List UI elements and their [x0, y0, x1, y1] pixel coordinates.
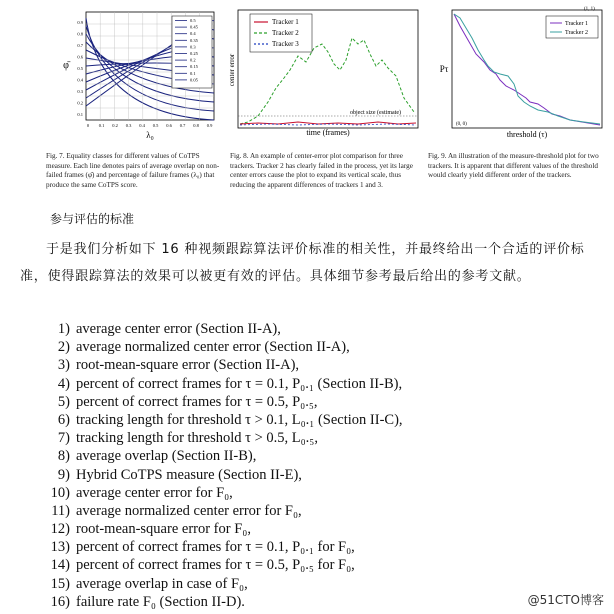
fig7-ytick: 0.1 [77, 112, 83, 117]
list-item-text: tracking length for threshold τ > 0.1, L₀.₁ (Section II-C), [76, 411, 403, 428]
fig7-xtick: 0.7 [179, 123, 186, 128]
list-item-text: root-mean-square error (Section II-A), [76, 357, 300, 374]
fig7-xtick: 0.3 [125, 123, 132, 128]
fig9-tick-bottom: (0, 0) [456, 122, 467, 127]
fig7-ytick: 0.3 [77, 89, 83, 94]
list-item-text: percent of correct frames for τ = 0.5, P₀.₅, [76, 393, 318, 410]
fig7-ytick: 0.9 [77, 20, 83, 25]
fig7-xtick: 0.8 [193, 123, 199, 128]
fig8-legend-1: Tracker 1 [272, 18, 299, 26]
list-item [20, 538, 403, 556]
fig7-ytick: 0.5 [77, 66, 83, 71]
fig7-xtick: 0.6 [166, 123, 172, 128]
list-item [20, 375, 403, 393]
list-item-number: 9) [57, 466, 70, 483]
list-item-number: 11) [51, 502, 70, 519]
list-item-text: percent of correct frames for τ = 0.1, P₀.₁ (Section II-B), [76, 375, 403, 392]
fig8-legend-2: Tracker 2 [272, 29, 299, 37]
list-item-text: average overlap (Section II-B), [76, 448, 257, 465]
list-item-text: average overlap in case of F₀, [76, 575, 248, 592]
list-item-number: 13) [50, 539, 70, 556]
section-heading: 参与评估的标准 [50, 212, 135, 226]
list-item [20, 466, 403, 484]
fig7-xtick: 0.2 [112, 123, 118, 128]
fig9-legend-1: Tracker 1 [565, 21, 588, 27]
figure-8-center-error-plot [228, 4, 424, 144]
list-item-text: percent of correct frames for τ = 0.5, P₀.₅ for F₀, [76, 557, 355, 574]
list-item-text: average normalized center error for F₀, [76, 502, 302, 519]
fig8-ylabel: center error [228, 53, 236, 87]
list-item-number: 14) [50, 557, 70, 574]
list-item-number: 5) [57, 393, 70, 410]
list-item [20, 429, 403, 447]
fig7-legend-label: 0.35 [190, 37, 198, 43]
fig7-ytick: 0.6 [77, 54, 83, 60]
fig9-tick-top: (1, 1) [584, 7, 595, 12]
list-item [20, 411, 403, 429]
list-item [20, 556, 403, 574]
list-item-text: root-mean-square error for F₀, [76, 521, 251, 538]
fig9-ylabel: Pτ [439, 64, 449, 74]
list-item [20, 393, 403, 411]
list-item-number: 7) [57, 430, 70, 447]
figure-7-caption: Fig. 7. Equality classes for different values of CoTPS measure. Each line denotes pairs of average overlap on non-failed frames (φ̄) and percentage of failure frames (λ₀) that produce the same CoTPS score. [46, 152, 220, 189]
list-item-number: 4) [57, 375, 70, 392]
list-item-text: failure rate F₀ (Section II-D). [76, 593, 245, 610]
figure-9-caption: Fig. 9. An illustration of the measure-threshold plot for two trackers. It is apparent that different values of the threshold would clearly yield different order of the trackers. [428, 152, 599, 180]
figure-9-threshold-plot [434, 4, 610, 144]
watermark: @51CTO博客 [527, 593, 604, 607]
list-item [20, 356, 403, 374]
list-item-number: 3) [57, 357, 70, 374]
list-item-text: average center error for F₀, [76, 484, 233, 501]
fig7-xtick: 0.4 [139, 123, 145, 128]
list-item [20, 320, 403, 338]
fig7-legend-label: 0.4 [190, 31, 196, 37]
list-item-number: 8) [57, 448, 70, 465]
fig7-xtick: 0.5 [152, 123, 159, 128]
fig8-legend-3: Tracker 3 [272, 40, 299, 48]
list-item [20, 338, 403, 356]
fig8-xlabel: time (frames) [306, 128, 350, 137]
fig7-xtick: 0.9 [206, 123, 213, 128]
fig7-legend-label: 0.15 [190, 64, 198, 70]
figure-7-contour-plot [60, 4, 220, 144]
list-item-text: average center error (Section II-A), [76, 321, 281, 337]
list-item-number: 6) [57, 411, 70, 428]
fig7-legend-label: 0.25 [190, 51, 198, 56]
fig7-legend-label: 0.3 [190, 44, 196, 50]
intro-paragraph [20, 236, 600, 290]
list-item [20, 502, 403, 520]
list-item-text: Hybrid CoTPS measure (Section II-E), [76, 466, 302, 483]
fig7-xtick: 0 [86, 123, 90, 128]
fig7-legend-label: 0.05 [190, 77, 198, 83]
fig7-ytick: 0.7 [77, 43, 83, 48]
fig7-xlabel: λ₀ [146, 130, 154, 140]
fig7-legend-label: 0.5 [190, 18, 196, 23]
list-item [20, 575, 403, 593]
fig7-legend-label: 0.45 [190, 24, 198, 30]
list-item [20, 484, 403, 502]
fig7-legend-label: 0.1 [190, 70, 196, 76]
list-item-number: 10) [50, 484, 70, 501]
fig7-ytick: 0.2 [77, 100, 83, 106]
fig9-xlabel: threshold (τ) [506, 130, 548, 139]
list-item-number: 1) [57, 321, 70, 337]
fig7-ytick: 0.8 [77, 31, 83, 37]
list-item [20, 520, 403, 538]
list-item [20, 447, 403, 465]
fig7-ylabel: φ̄ [63, 60, 69, 71]
list-item-text: average normalized center error (Section II-A), [76, 339, 350, 356]
criteria-list [20, 320, 403, 611]
intro-paragraph-text: 于是我们分析如下 16 种视频跟踪算法评价标准的相关性，并最终给出一个合适的评价标准，使得跟踪算法的效果可以被更有效的评估。具体细节参考最后给出的参考文献。 [20, 242, 585, 284]
list-item-number: 15) [50, 575, 70, 592]
fig8-annotation: object size (estimate) [350, 110, 401, 116]
fig7-xtick: 0.1 [98, 123, 105, 128]
fig9-legend-2: Tracker 2 [565, 30, 588, 36]
list-item-number: 16) [50, 593, 70, 610]
list-item-number: 2) [57, 339, 70, 356]
list-item-text: tracking length for threshold τ > 0.5, L₀.₅, [76, 430, 318, 447]
figure-8-caption: Fig. 8. An example of center-error plot comparison for three trackers. Tracker 2 has clearly failed in the process, yet its large center errors cause the plot to expand its vertical scale, thus reducing the apparent differences of trackers 1 and 3. [230, 152, 413, 189]
list-item-number: 12) [50, 521, 70, 538]
list-item-text: percent of correct frames for τ = 0.1, P₀.₁ for F₀, [76, 539, 355, 556]
fig7-legend-label: 0.2 [190, 57, 196, 63]
list-item [20, 593, 403, 611]
fig7-ytick: 0.4 [77, 77, 83, 83]
